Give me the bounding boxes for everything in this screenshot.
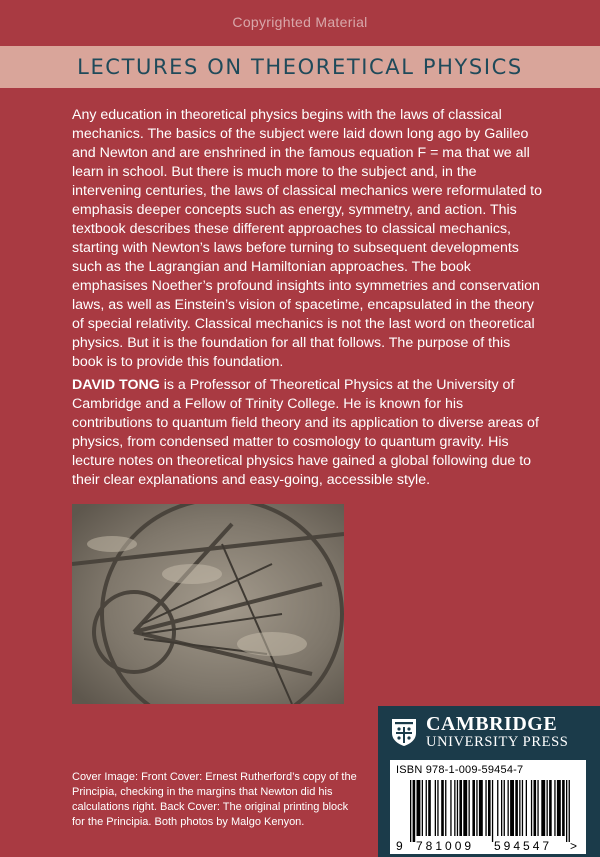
barcode-bar	[428, 780, 431, 836]
isbn-label: ISBN 978-1-009-59454-7	[396, 764, 524, 776]
barcode-bar	[554, 780, 555, 836]
barcode-digits-left: 781009	[416, 839, 475, 852]
series-title: LECTURES ON THEORETICAL PHYSICS	[77, 55, 523, 79]
barcode-bar	[566, 780, 567, 842]
barcode-bar	[537, 780, 538, 836]
cambridge-shield-icon	[390, 717, 418, 747]
barcode-digits-right: 594547	[494, 839, 553, 852]
barcode-bar	[569, 780, 570, 842]
barcode-bar	[457, 780, 458, 836]
barcode-bar	[526, 780, 527, 836]
author-name: DAVID TONG	[72, 377, 160, 393]
watermark: Copyrighted Material	[232, 14, 368, 30]
publisher-panel	[378, 706, 600, 857]
barcode-bar	[450, 780, 451, 836]
printing-block-photo	[72, 504, 344, 704]
barcode-bar	[413, 780, 416, 842]
barcode-bar	[497, 780, 498, 836]
cover-credit: Cover Image: Front Cover: Ernest Rutherford’s copy of the Principia, checking in the margins that Newton did his calculations right. Back Cover: The original printing block for the Principia. Both photos by Malgo Kenyon.	[72, 771, 357, 828]
barcode-bar	[549, 780, 552, 836]
barcode-bar	[426, 780, 427, 836]
barcode-bar	[422, 780, 423, 836]
barcode-arrow: >	[570, 839, 578, 852]
barcode-bar	[437, 780, 438, 836]
barcode-bar	[476, 780, 477, 836]
barcode-bar	[441, 780, 444, 836]
barcode-bar	[501, 780, 502, 836]
barcode-digit-first: 9	[396, 839, 403, 852]
barcode-bar	[547, 780, 548, 836]
barcode-bar	[515, 780, 518, 836]
barcode-bar	[463, 780, 467, 836]
barcode-bar	[469, 780, 470, 836]
author-bio	[72, 376, 542, 490]
barcode-bar	[485, 780, 486, 836]
barcode-bar	[472, 780, 475, 836]
publisher-subname: UNIVERSITY PRESS	[426, 734, 569, 750]
series-banner	[0, 46, 600, 88]
barcode-bar	[508, 780, 509, 836]
barcode-bar	[445, 780, 446, 836]
barcode-bar	[417, 780, 421, 836]
barcode-bar	[454, 780, 455, 836]
author-bio-text: is a Professor of Theoretical Physics at the University of Cambridge and a Fellow of Trinity College. He is known for his contributions to quantum field theory and its application to diverse areas of physics, from condensed matter to cosmology to quantum gravity. His lecture notes on theoretical physics have gained a global following due to their clear explanations and easy-going, accessible style.	[72, 377, 539, 488]
barcode-bar	[522, 780, 523, 836]
barcode-bar	[534, 780, 537, 836]
book-description: Any education in theoretical physics begins with the laws of classical mechanics. The basics of the subject were laid down long ago by Galileo and Newton and are enshrined in the famous equation F = ma that we all learn in school. But there is much more to the subject and, in the intervening centuries, the laws of classical mechanics were reformulated to emphasis deeper concepts such as energy, symmetry, and action. This textbook describes these different approaches to classical mechanics, starting with Newton’s laws before turning to subsequent developments such as the Lagrangian and Hamiltonian approaches. The book emphasises Noether’s profound insights into symmetries and conservation laws, as well as Einstein’s vision of spacetime, encapsulated in the theory of special relativity. Classical mechanics is not the last word on theoretical physics. But it is the foundation for all that follows. The purpose of this book is to provide this foundation.	[72, 107, 542, 370]
barcode-bar	[519, 780, 520, 836]
barcode-bar	[492, 780, 493, 842]
publisher-logo	[390, 714, 568, 750]
barcode-graphic	[394, 778, 582, 852]
barcode-bar	[479, 780, 483, 836]
printing-block-image	[72, 504, 344, 704]
barcode-bar	[488, 780, 491, 836]
barcode-bar	[541, 780, 545, 836]
barcode-bar	[435, 780, 436, 836]
barcode-bar	[531, 780, 532, 836]
publisher-name: CAMBRIDGE	[426, 713, 558, 735]
barcode-bar	[562, 780, 565, 836]
barcode-bar	[510, 780, 514, 836]
barcode-bar	[504, 780, 505, 836]
barcode-bar	[459, 780, 462, 836]
barcode-bar	[410, 780, 411, 842]
barcode	[390, 760, 586, 854]
barcode-bar	[557, 780, 561, 836]
